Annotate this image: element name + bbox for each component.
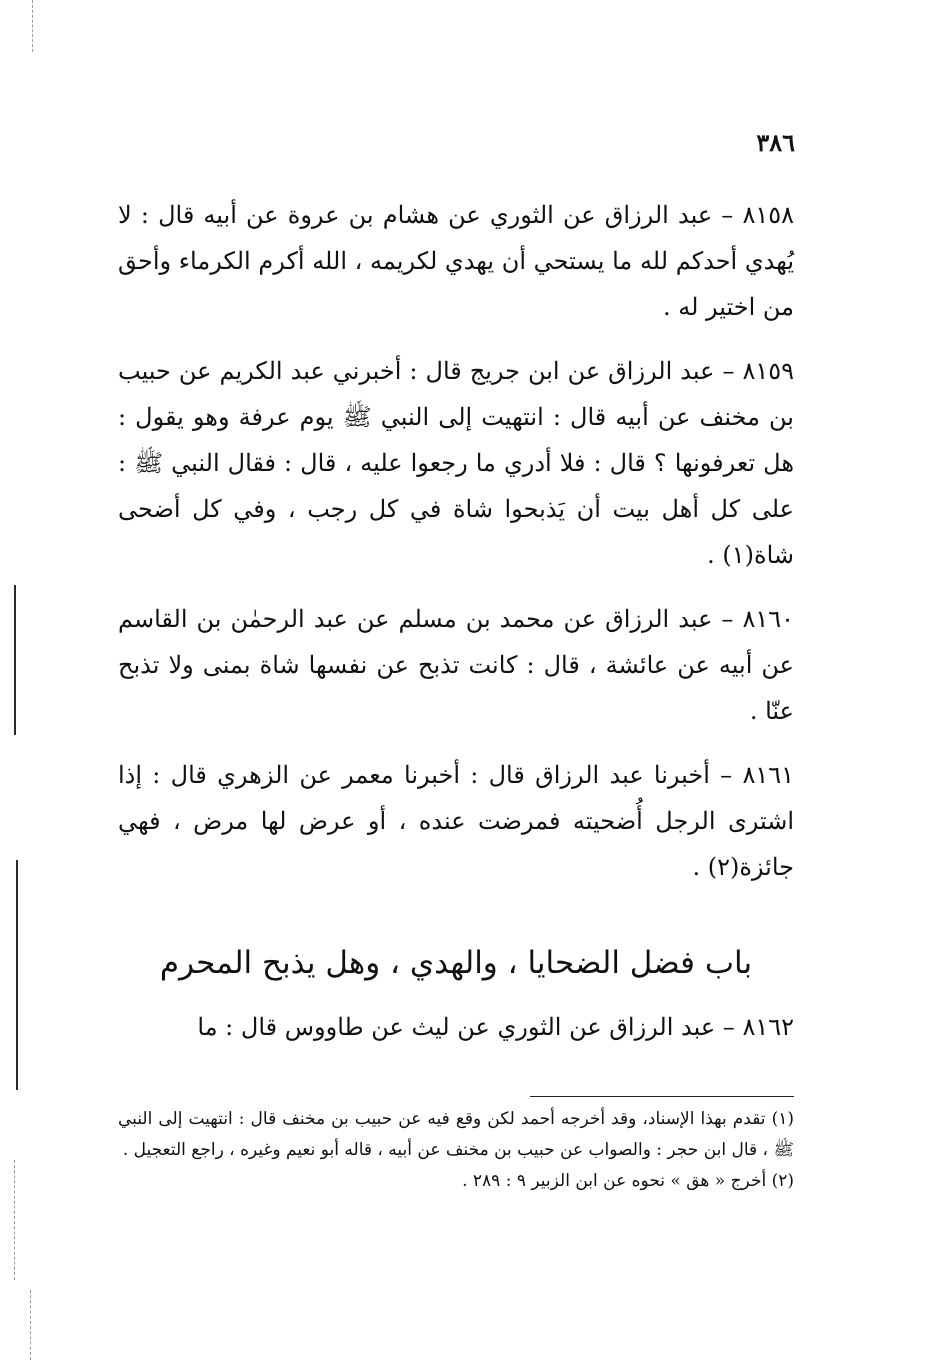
chapter-heading: باب فضل الضحايا ، والهدي ، وهل يذبح المحرم [159, 945, 753, 981]
scan-edge-bar-2 [16, 860, 18, 1090]
footnote-1: (١) تقدم بهذا الإسناد، وقد أخرجه أحمد لكن وقع فيه عن حبيب بن مخنف قال : انتهيت إلى النبي ﷺ ، قال ابن حجر : والصواب عن حبيب بن مخنف عن أبيه ، قاله أبو نعيم وغيره ، راجع التعجيل . [118, 1109, 794, 1160]
scan-edge-line-left-lower [30, 1290, 31, 1360]
hadith-8161 [118, 752, 794, 890]
hadith-8159 [118, 348, 794, 578]
paragraph-text: ٨١٦٢ – عبد الرزاق عن الثوري عن ليث عن طاووس قال : ما [197, 1013, 794, 1041]
paragraph-text: ٨١٦٠ – عبد الرزاق عن محمد بن مسلم عن عبد الرحمٰن بن القاسم عن أبيه عن عائشة ، قال : كانت تذبح عن نفسها شاة بمنى ولا تذبح عنّا . [118, 605, 794, 725]
hadith-8158 [118, 192, 794, 330]
scan-edge-line-left [32, 0, 33, 52]
main-text [118, 192, 794, 1068]
paragraph-text: ٨١٥٨ – عبد الرزاق عن الثوري عن هشام بن عروة عن أبيه قال : لا يُهدي أحدكم لله ما يستحي أن يهدي لكريمه ، الله أكرم الكرماء وأحق من اختير له . [118, 201, 794, 321]
footnotes [118, 1104, 794, 1197]
paragraph-text: ٨١٥٩ – عبد الرزاق عن ابن جريج قال : أخبرني عبد الكريم عن حبيب بن مخنف عن أبيه قال : انتهيت إلى النبي ﷺ يوم عرفة وهو يقول : هل تعرفونها ؟ قال : فلا أدري ما رجعوا عليه ، قال : فقال النبي ﷺ : على كل أهل بيت أن يَذبحوا شاة في كل رجب ، وفي كل أضحى شاة(١) . [118, 357, 794, 569]
footnote-2: (٢) أخرج « هق » نحوه عن ابن الزبير ٩ : ٢٨٩ . [462, 1171, 794, 1191]
paragraph-text: ٨١٦١ – أخبرنا عبد الرزاق قال : أخبرنا معمر عن الزهري قال : إذا اشترى الرجل أُضحيته فمرضت عنده ، أو عرض لها مرض ، فهي جائزة(٢) . [118, 761, 794, 881]
hadith-8160 [118, 596, 794, 734]
page-number: ٣٨٦ [756, 128, 795, 157]
scan-edge-line-bottom [14, 1160, 15, 1280]
scan-edge-bar-1 [14, 585, 16, 735]
hadith-8162 [118, 1004, 794, 1050]
footnote-divider [530, 1096, 794, 1097]
